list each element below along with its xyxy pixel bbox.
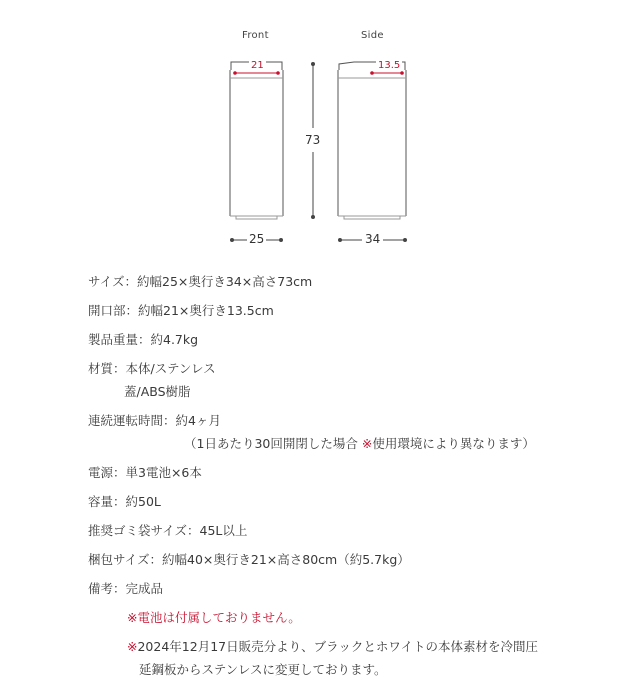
side-opening-value: 13.5 — [378, 60, 401, 71]
spec-material-lid: 蓋/ABS樹脂 — [124, 384, 191, 399]
spec-note-material-change — [88, 635, 628, 658]
depth-value: 34 — [365, 232, 381, 246]
height-value: 73 — [305, 133, 321, 147]
spec-weight: 製品重量：約4.7kg — [88, 332, 199, 347]
spec-note-material-change-2: 延鋼板からステンレスに変更しております。 — [139, 662, 387, 677]
dimension-drawing — [0, 0, 640, 260]
operation-note-text-2: 使用環境により異なります） — [372, 436, 535, 451]
spec-power: 電源：単3電池×6本 — [88, 465, 202, 480]
front-opening-dimension — [233, 71, 280, 75]
spec-operation-note — [88, 432, 628, 455]
spec-note: 備考：完成品 — [88, 581, 164, 596]
spec-bag: 推奨ゴミ袋サイズ：45L以上 — [88, 523, 248, 538]
front-view — [230, 62, 283, 219]
spec-capacity: 容量：約50L — [88, 494, 161, 509]
spec-opening: 開口部：約幅21×奥行き13.5cm — [88, 303, 274, 318]
operation-note-mark: ※ — [361, 436, 373, 451]
spec-material: 材質：本体/ステンレス — [88, 361, 216, 376]
side-opening-dimension — [370, 71, 404, 75]
spec-package: 梱包サイズ：約幅40×奥行き21×高さ80cm（約5.7kg） — [88, 552, 410, 567]
spec-operation: 連続運転時間：約4ヶ月 — [88, 413, 221, 428]
side-view — [338, 62, 406, 219]
width-value: 25 — [249, 232, 265, 246]
front-opening-value: 21 — [251, 60, 264, 71]
operation-note-text: （1日あたり30回開閉した場合 — [184, 436, 362, 451]
spec-note-battery: ※電池は付属しておりません。 — [127, 610, 301, 625]
dimension-diagram — [0, 0, 640, 260]
material-change-mark: ※ — [127, 639, 138, 654]
front-label: Front — [242, 30, 269, 41]
spec-list — [88, 270, 628, 681]
side-label: Side — [361, 30, 384, 41]
material-change-text: 2024年12月17日販売分より、ブラックとホワイトの本体素材を冷間圧 — [137, 639, 538, 654]
spec-size: サイズ：約幅25×奥行き34×高さ73cm — [88, 274, 313, 289]
